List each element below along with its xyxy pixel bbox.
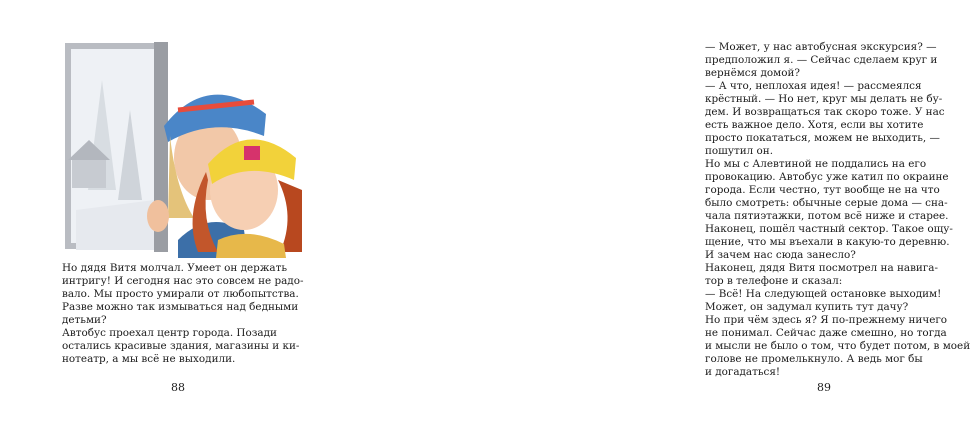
text-line: крёстный. — Но нет, круг мы делать не бу- xyxy=(705,93,943,105)
text-line: щение, что мы въехали в какую-то деревню. xyxy=(705,236,950,248)
page-number: 89 xyxy=(817,381,831,394)
text-line: — А что, неплохая идея! — рассмеялся xyxy=(705,80,922,92)
text-line: интригу! И сегодня нас это совсем не радо- xyxy=(62,275,304,287)
text-line: и мысли не было о том, что будет потом, в моей xyxy=(705,340,970,352)
text-line: Разве можно так измываться над бедными xyxy=(62,301,299,313)
text-line: нотеатр, а мы всё не выходили. xyxy=(62,353,236,365)
text-line: голове не промелькнуло. А ведь мог бы xyxy=(705,353,923,365)
text-line: — Может, у нас автобусная экскурсия? — xyxy=(705,41,937,53)
left-page xyxy=(0,0,337,436)
text-line: дем. И возвращаться так скоро тоже. У нас xyxy=(705,106,945,118)
text-line: города. Если честно, тут вообще не на что xyxy=(705,184,940,196)
text-line: и догадаться! xyxy=(705,366,781,378)
page-number: 88 xyxy=(171,381,185,394)
text-line: просто покататься, можем не выходить, — xyxy=(705,132,940,144)
text-line: И зачем нас сюда занесло? xyxy=(705,249,856,261)
text-line: Наконец, дядя Витя посмотрел на навига- xyxy=(705,262,939,274)
right-page-text xyxy=(705,41,970,379)
text-line: Автобус проехал центр города. Позади xyxy=(62,327,277,339)
text-line: тор в телефоне и сказал: xyxy=(705,275,843,287)
right-page xyxy=(337,0,970,436)
text-line: — Всё! На следующей остановке выходим! xyxy=(705,288,942,300)
text-line: не понимал. Сейчас даже смешно, но тогда xyxy=(705,327,947,339)
text-line: есть важное дело. Хотя, если вы хотите xyxy=(705,119,924,131)
text-line: остались красивые здания, магазины и ки- xyxy=(62,340,300,352)
text-line: было смотреть: обычные серые дома — сна- xyxy=(705,197,948,209)
text-line: Наконец, пошёл частный сектор. Такое ощу- xyxy=(705,223,953,235)
text-line: предположил я. — Сейчас сделаем круг и xyxy=(705,54,938,66)
illustration xyxy=(58,40,302,258)
left-page-text xyxy=(62,262,312,366)
text-line: Но мы с Алевтиной не поддались на его xyxy=(705,158,927,170)
text-line: вернёмся домой? xyxy=(705,67,800,79)
text-line: Может, он задумал купить тут дачу? xyxy=(705,301,909,313)
text-line: детьми? xyxy=(62,314,107,326)
text-line: провокацию. Автобус уже катил по окраине xyxy=(705,171,949,183)
text-line: чала пятиэтажки, потом всё ниже и старее. xyxy=(705,210,949,222)
text-line: вало. Мы просто умирали от любопытства. xyxy=(62,288,299,300)
text-line: Но при чём здесь я? Я по-прежнему ничего xyxy=(705,314,948,326)
text-line: Но дядя Витя молчал. Умеет он держать xyxy=(62,262,287,274)
text-line: пошутил он. xyxy=(705,145,774,157)
illustration-girls-window xyxy=(58,40,302,258)
